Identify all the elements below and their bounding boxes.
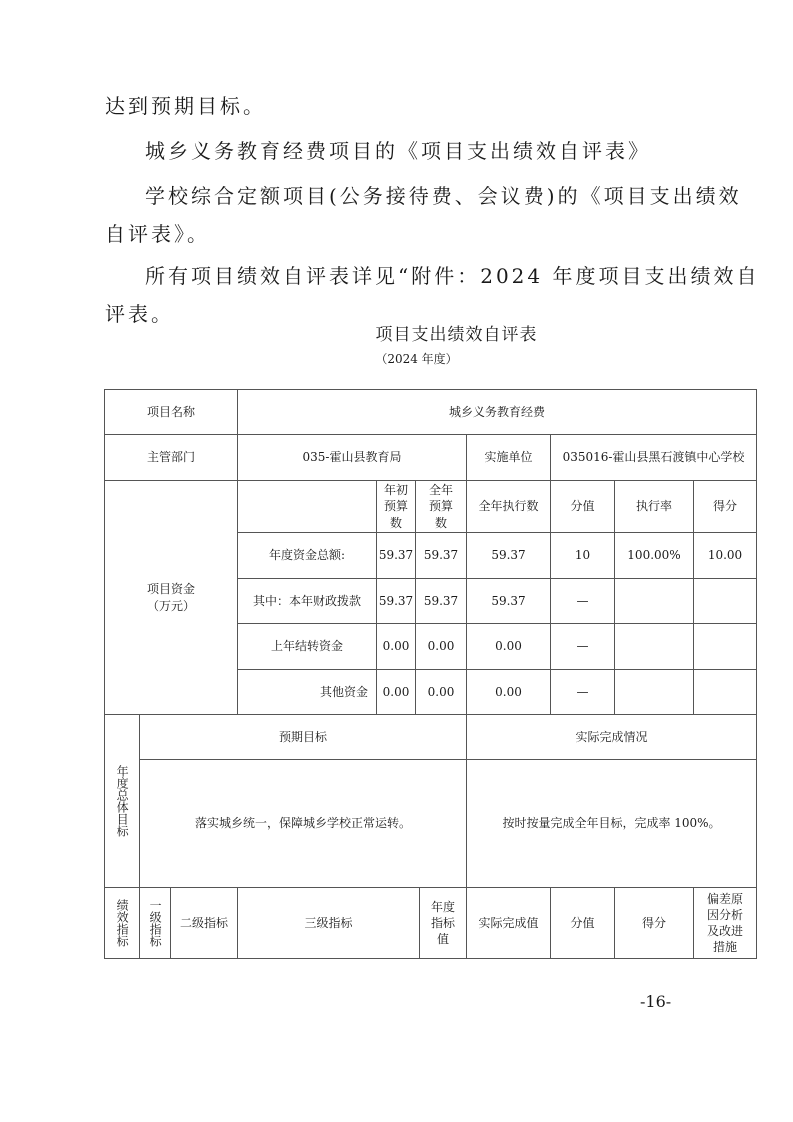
expected-goal: 落实城乡统一，保障城乡学校正常运转。 xyxy=(139,759,467,888)
funds-cell-initial: 59.37 xyxy=(376,578,416,624)
paragraph-line: 城乡义务教育经费项目的《项目支出绩效自评表》 xyxy=(145,139,651,163)
funds-cell-rate xyxy=(614,623,694,670)
funds-cell-label: 年度资金总额: xyxy=(237,532,377,579)
table-subtitle: （2024 年度） xyxy=(375,352,458,366)
funds-cell-label: 上年结转资金 xyxy=(237,623,377,670)
funds-cell-score: 10.00 xyxy=(693,532,757,579)
funds-cell-score xyxy=(693,578,757,624)
funds-cell-score xyxy=(693,669,757,715)
funds-header-blank xyxy=(237,480,377,533)
funds-cell-score-value: — xyxy=(550,669,615,715)
funds-cell-score-value: 10 xyxy=(550,532,615,579)
funds-cell-annual: 59.37 xyxy=(415,532,467,579)
funds-cell-label: 其中：本年财政拨款 xyxy=(237,578,377,624)
perf-header: 二级指标 xyxy=(170,887,238,959)
perf-header: 年度指标值 xyxy=(419,887,467,959)
funds-cell-score-value: — xyxy=(550,623,615,670)
funds-cell-rate: 100.00% xyxy=(614,532,694,579)
funds-cell-rate xyxy=(614,578,694,624)
actual-label: 实际完成情况 xyxy=(466,714,757,760)
funds-header: 全年执行数 xyxy=(466,480,551,533)
paragraph-line: 所有项目绩效自评表详见“附件：2024 年度项目支出绩效自 xyxy=(145,264,760,288)
perf-header: 一级指标 xyxy=(139,887,171,959)
funds-cell-annual: 59.37 xyxy=(415,578,467,624)
funds-label: 项目资金 （万元） xyxy=(104,480,238,715)
expected-label: 预期目标 xyxy=(139,714,467,760)
perf-header: 三级指标 xyxy=(237,887,420,959)
perf-header: 实际完成值 xyxy=(466,887,551,959)
dept-value: 035-霍山县教育局 xyxy=(237,434,467,481)
funds-cell-initial: 59.37 xyxy=(376,532,416,579)
table-title: 项目支出绩效自评表 xyxy=(375,325,538,345)
funds-cell-rate xyxy=(614,669,694,715)
unit-value: 035016-霍山县黑石渡镇中心学校 xyxy=(550,434,757,481)
funds-cell-executed: 0.00 xyxy=(466,623,551,670)
funds-cell-initial: 0.00 xyxy=(376,623,416,670)
paragraph-line: 达到预期目标。 xyxy=(105,94,266,118)
funds-header: 年初预算数 xyxy=(376,480,416,533)
funds-cell-annual: 0.00 xyxy=(415,669,467,715)
paragraph-line: 学校综合定额项目(公务接待费、会议费)的《项目支出绩效 xyxy=(145,184,742,208)
funds-cell-score-value: — xyxy=(550,578,615,624)
funds-header: 分值 xyxy=(550,480,615,533)
funds-header: 得分 xyxy=(693,480,757,533)
unit-label: 实施单位 xyxy=(466,434,551,481)
funds-cell-annual: 0.00 xyxy=(415,623,467,670)
funds-cell-executed: 59.37 xyxy=(466,578,551,624)
goal-label: 年度总体目标 xyxy=(104,714,140,888)
perf-label: 绩效指标 xyxy=(104,887,140,959)
funds-cell-score xyxy=(693,623,757,670)
funds-header: 执行率 xyxy=(614,480,694,533)
perf-header: 分值 xyxy=(550,887,615,959)
dept-label: 主管部门 xyxy=(104,434,238,481)
actual-result: 按时按量完成全年目标，完成率 100%。 xyxy=(466,759,757,888)
page-number: -16- xyxy=(640,992,672,1011)
funds-cell-executed: 59.37 xyxy=(466,532,551,579)
funds-header: 全年预算数 xyxy=(415,480,467,533)
funds-cell-executed: 0.00 xyxy=(466,669,551,715)
perf-header: 偏差原因分析及改进措施 xyxy=(693,887,757,959)
project-name: 城乡义务教育经费 xyxy=(237,389,757,435)
funds-cell-initial: 0.00 xyxy=(376,669,416,715)
paragraph-line: 自评表》。 xyxy=(105,222,210,246)
paragraph-line: 评表。 xyxy=(105,302,174,326)
funds-cell-label: 其他资金 xyxy=(237,669,377,715)
project-name-label: 项目名称 xyxy=(104,389,238,435)
perf-header: 得分 xyxy=(614,887,694,959)
